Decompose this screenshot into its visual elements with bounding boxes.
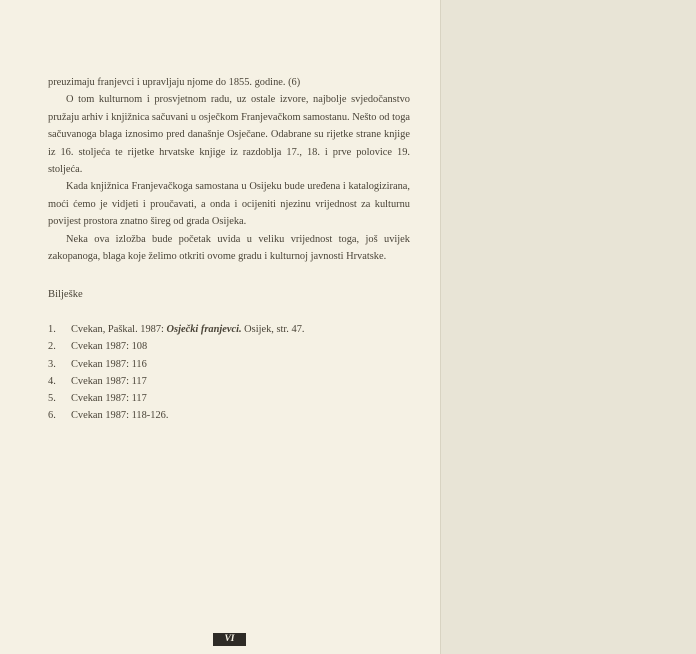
paragraph-2: O tom kulturnom i prosvjetnom radu, uz ostale izvore, najbolje svjedočanstvo pružaju arhiv i knjižnica sačuvani u osječkom Franjevačkom samostanu. Nešto od toga sačuvanoga blaga iznosimo pred današnje Osječane. Odabrane su rijetke strane knjige iz 16. stoljeća te rijetke hrvatske knjige iz razdoblja 17., 18. i prve polovice 19. stoljeća. [48,94,410,176]
note-number: 1. [48,324,56,335]
note-text: Cvekan 1987: 118-126. [71,410,169,422]
notes-list [48,321,408,425]
note-item [48,373,408,390]
right-page-blank [440,0,696,654]
note-text: Cvekan 1987: 108 [71,341,148,353]
body-text [48,74,410,265]
note-text: Cvekan 1987: 117 [71,375,147,387]
note-text: Cvekan 1987: 117 [71,393,147,405]
note-item [48,338,408,355]
paragraph-4: Neka ova izložba bude početak uvida u veliku vrijednost toga, još uvijek zakopanoga, blaga koje želimo otkriti ovome gradu i kulturnoj javnosti Hrvatske. [48,233,410,263]
note-number: 6. [48,410,56,422]
paragraph-3: Kada knjižnica Franjevačkoga samostana u Osijeku bude uređena i katalogizirana, moći ćemo je vidjeti i proučavati, a onda i ocijeniti njezinu vrijednost za kulturnu povijest prostora znatno šireg od grada Osijeka. [48,181,410,228]
notes-heading: Bilješke [48,289,83,300]
paragraph-1: preuzimaju franjevci i upravljaju njome do 1855. godine. (6) [48,77,301,88]
note-book-title: Osječki franjevci. [166,324,242,335]
note-text: Cvekan, Paškal. 1987: [71,324,167,335]
note-number: 3. [48,358,56,370]
note-item [48,321,408,338]
note-text: Cvekan 1987: 116 [71,358,147,370]
note-item [48,407,408,424]
note-item [48,390,408,407]
note-item [48,356,408,373]
note-text-end: Osijek, str. 47. [241,324,305,335]
note-number: 5. [48,393,56,405]
note-number: 4. [48,375,56,387]
note-number: 2. [48,341,56,353]
page-number: VI [213,633,246,646]
